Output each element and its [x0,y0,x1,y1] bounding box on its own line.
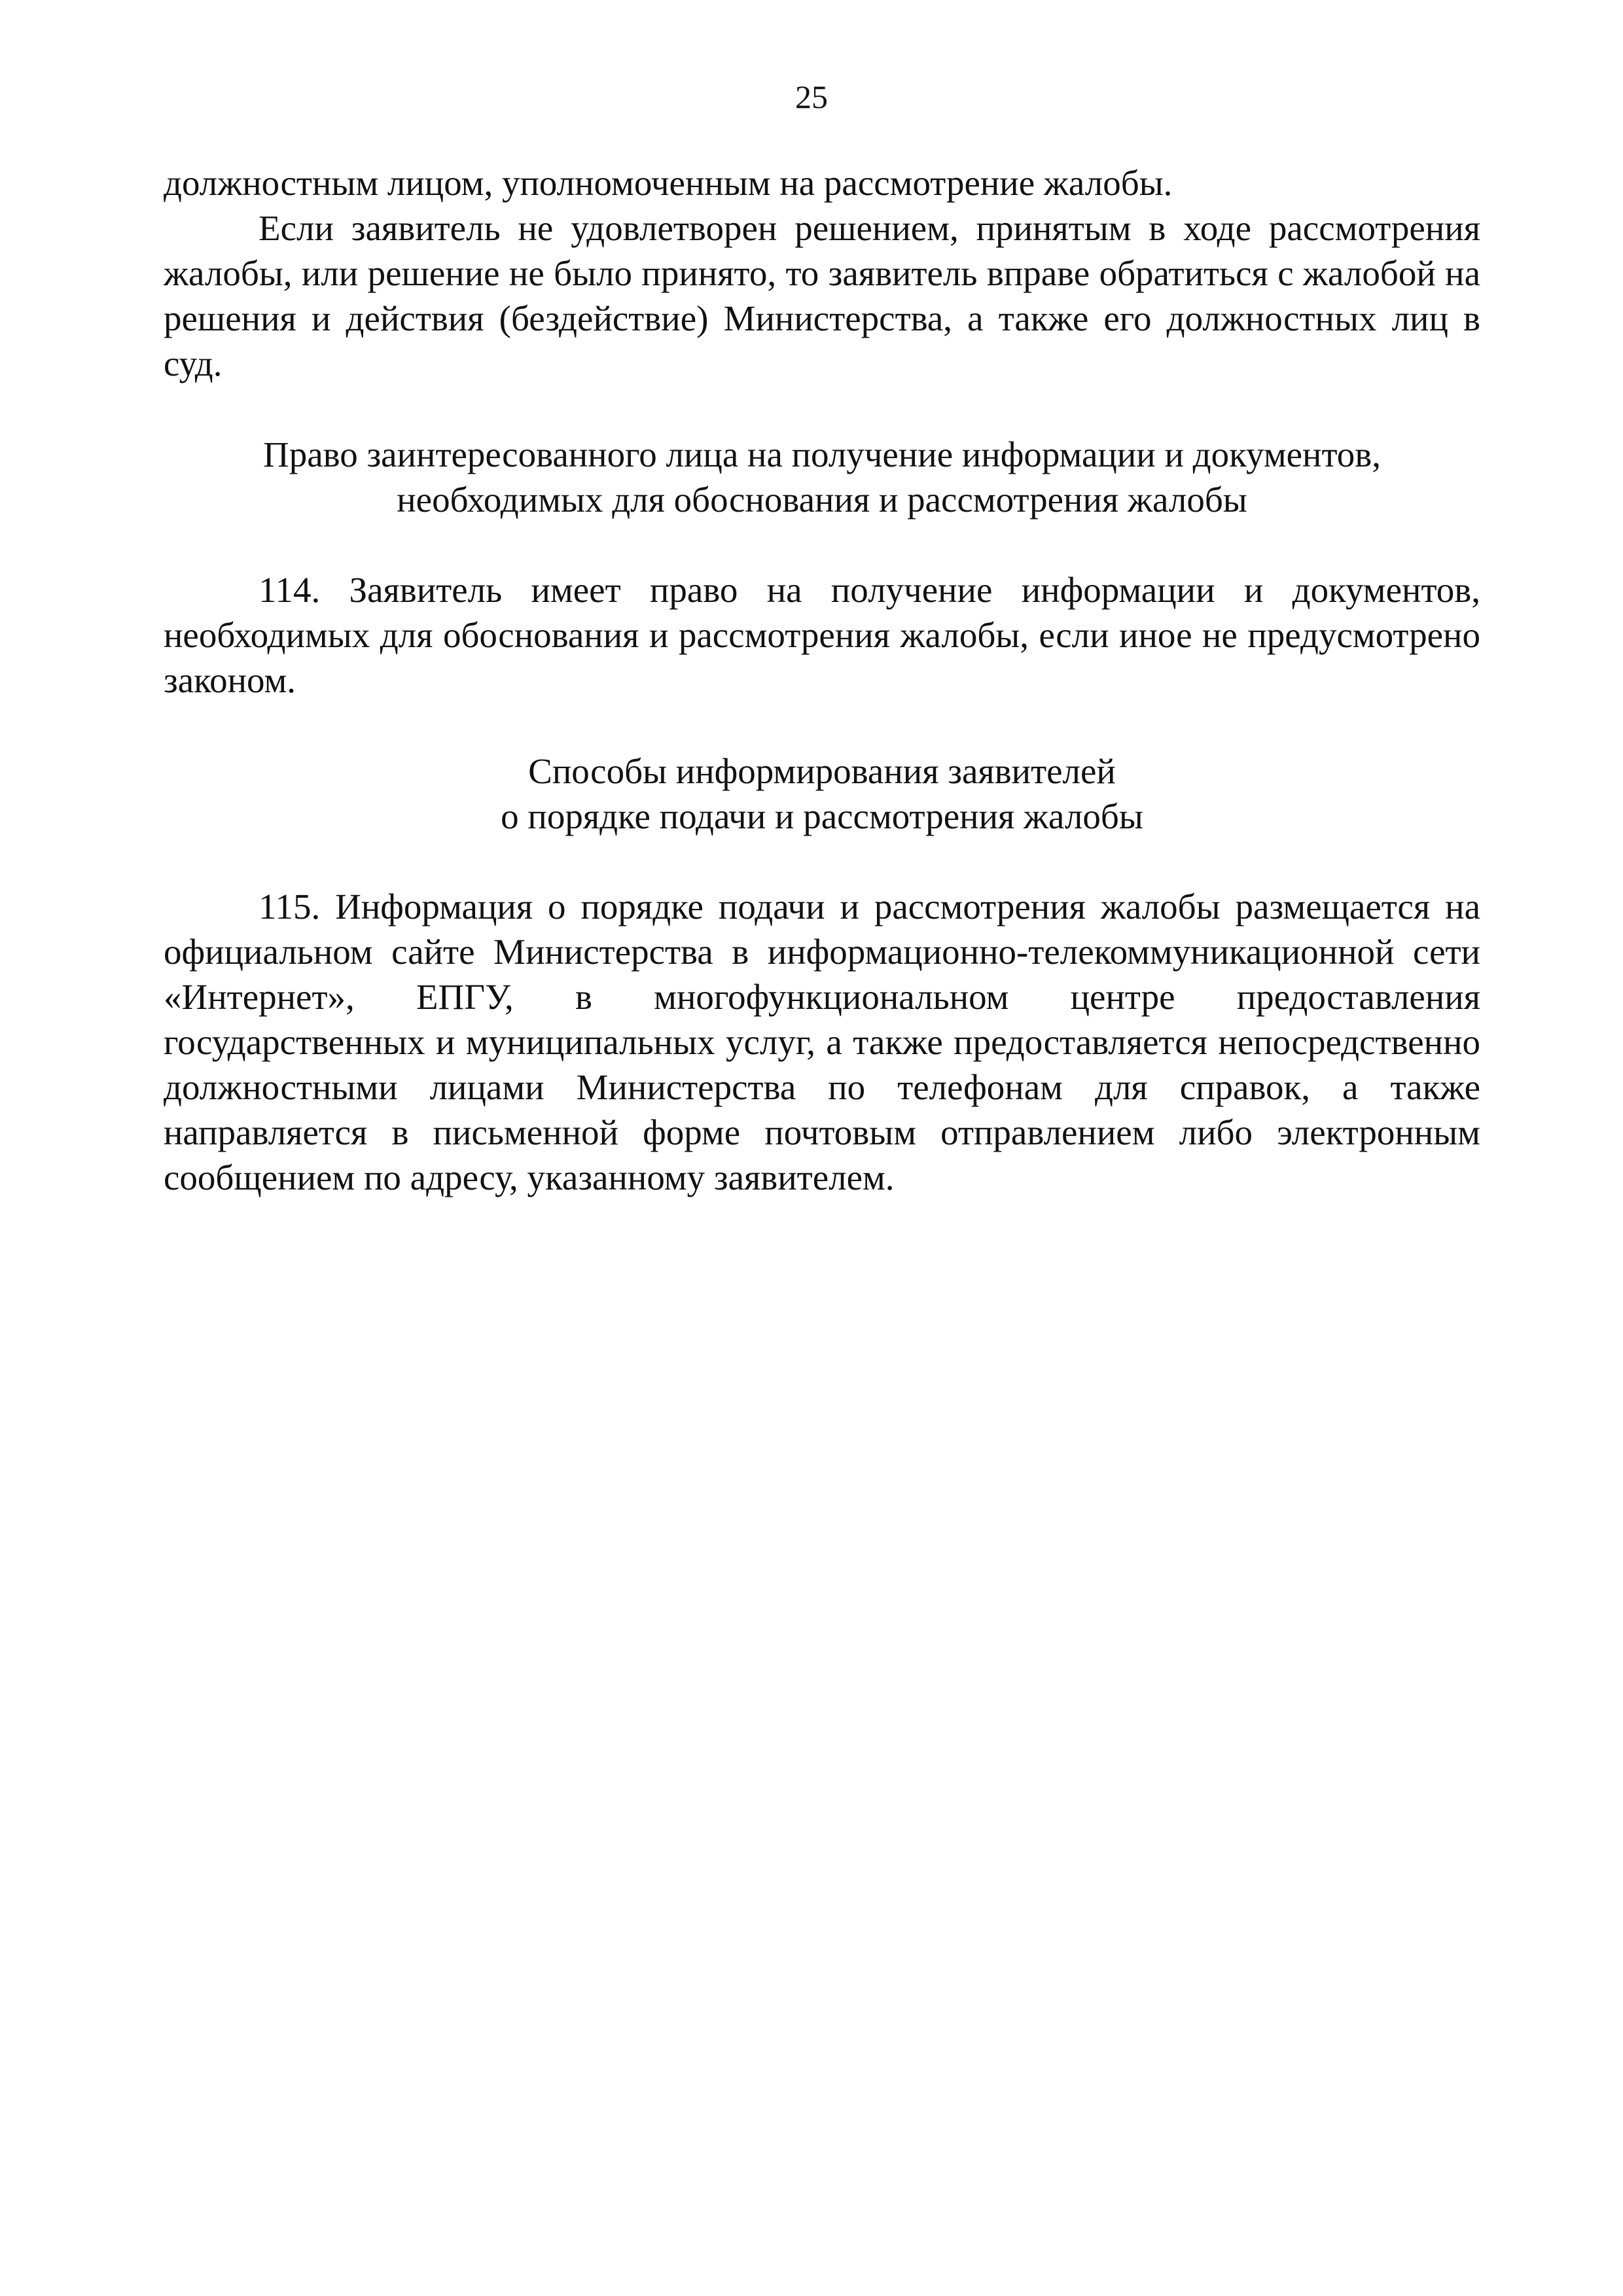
spacer [164,522,1480,567]
spacer [164,839,1480,884]
heading-line: Право заинтересованного лица на получение информации и документов, [262,434,1382,474]
paragraph-court-appeal: Если заявитель не удовлетворен решением, принятым в ходе рассмотрения жалобы, или решение не было принято, то заявитель вправе обратиться с жалобой на решения и действия (бездействие) Министерства, а также его должностных лиц в суд. [164,208,1480,383]
paragraph-115: 115. Информация о порядке подачи и рассмотрения жалобы размещается на официальном сайте Министерства в информационно-телекоммуникационной сети «Интернет», ЕПГУ, в многофункциональном центре предоставления государственных и муниципальных услуг, а также предоставляется непосредственно должностными лицами Министерства по телефонам для справок, а также направляется в письменной форме почтовым отправлением либо электронным сообщением по адресу, указанному заявителем. [164,887,1480,1197]
heading-line: необходимых для обоснования и рассмотрения жалобы [397,480,1247,520]
paragraph-continuation: должностным лицом, уполномоченным на рассмотрение жалобы. [164,163,1173,203]
section-heading-informing-methods [164,749,1480,839]
heading-line: Способы информирования заявителей [528,751,1116,791]
paragraph-114: 114. Заявитель имеет право на получение информации и документов, необходимых для обоснования и рассмотрения жалобы, если иное не предусмотрено законом. [164,570,1480,700]
page-number: 25 [795,79,828,115]
section-heading-right-to-information [164,432,1480,522]
heading-line: о порядке подачи и рассмотрения жалобы [501,796,1143,836]
document-body [164,160,1480,1200]
spacer [164,703,1480,749]
spacer [164,386,1480,432]
